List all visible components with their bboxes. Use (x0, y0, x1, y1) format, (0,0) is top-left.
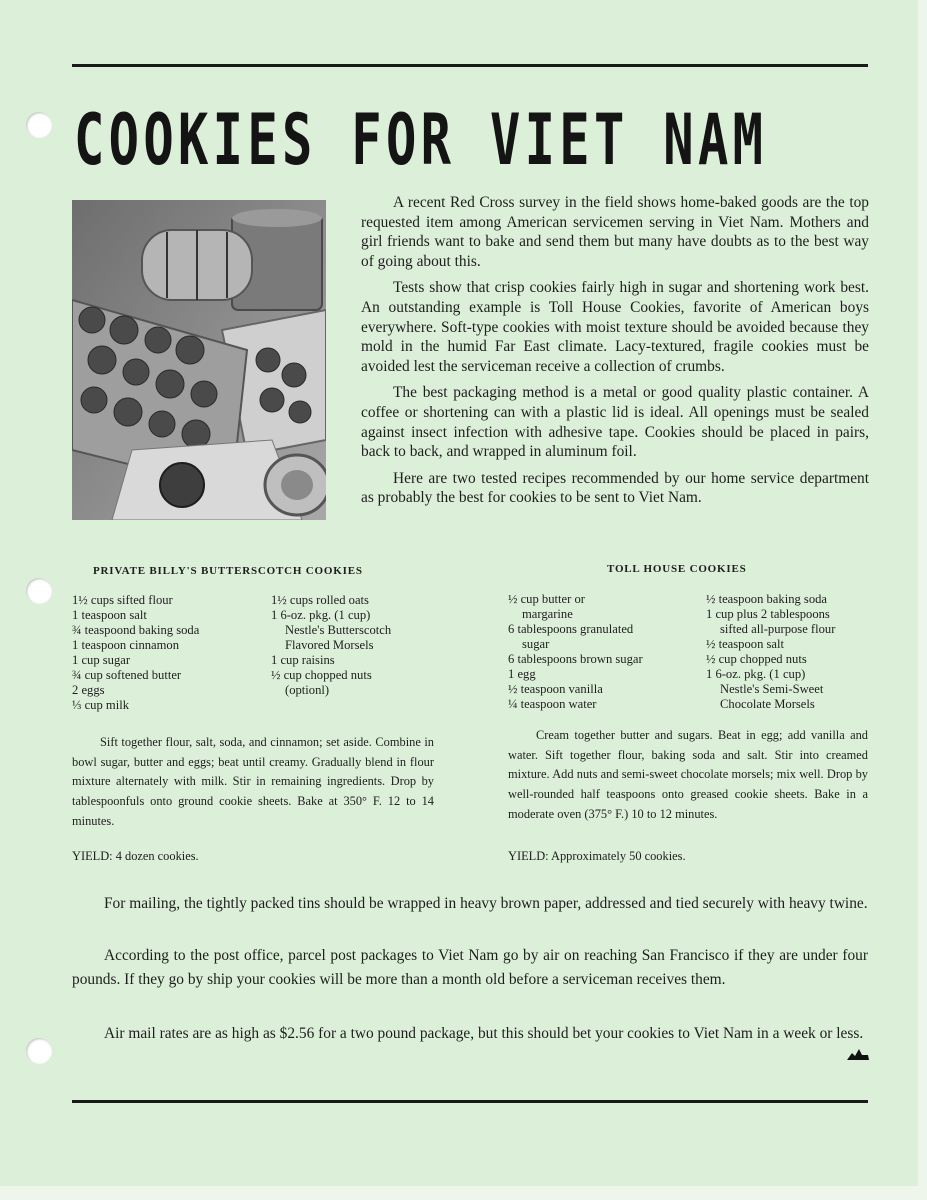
intro-paragraph: Tests show that crisp cookies fairly high in sugar and shortening work best. An outstanding example is Toll House Cookies, favorite of American boys everywhere. Soft-type cookies with moist texture should be avoided because they mold in the humid Far East climate. Lacy-textured, fragile cookies must be avoided lest the serviceman receive a collection of crumbs. (361, 279, 869, 375)
recipe2-ingredients-right (706, 592, 835, 712)
ingredient: Flavored Morsels (285, 638, 374, 652)
recipe1-ingredients-right (271, 593, 391, 698)
ingredient: 1 teaspoon salt (72, 608, 147, 622)
recipe1-yield: YIELD: 4 dozen cookies. (72, 849, 199, 863)
recipe1-ingredients-left (72, 593, 199, 713)
ingredient: 1 cup plus 2 tablespoons (706, 607, 830, 621)
ingredient: (optionl) (285, 683, 330, 697)
closing-paragraph: According to the post office, parcel post packages to Viet Nam go by air on reaching San Francisco if they are under four pounds. If they go by ship your cookies will be more than a month old before a serviceman receives them. (72, 947, 868, 988)
ingredient: ½ teaspoon vanilla (508, 682, 603, 696)
recipe2-yield: YIELD: Approximately 50 cookies. (508, 849, 686, 863)
intro-paragraph: The best packaging method is a metal or good quality plastic container. A coffee or shortening can with a plastic lid is ideal. All openings must be sealed against insect infection with adhesive tape. Cookies should be placed in pairs, back to back, and wrapped in aluminum foil. (361, 384, 869, 461)
recipe2-method: Cream together butter and sugars. Beat in egg; add vanilla and water. Sift together flour, baking soda and salt. Stir into creamed mixture. Add nuts and semi-sweet chocolate morsels; mix well. Drop by well-rounded half teaspoons onto greased cookie sheets. Bake in a moderate oven (375° F.) 10 to 12 minutes. (508, 728, 868, 821)
ingredient: margarine (522, 607, 573, 621)
ingredient: ¾ teaspoond baking soda (72, 623, 200, 637)
ingredient: 1 6-oz. pkg. (1 cup) (706, 667, 806, 681)
ingredient: 1 teaspoon cinnamon (72, 638, 180, 652)
ingredient: 6 tablespoons granulated (508, 622, 634, 636)
intro-text (361, 193, 869, 515)
ingredient: ⅓ cup milk (72, 698, 130, 712)
page-edge-right (918, 0, 927, 1200)
top-rule (72, 64, 868, 67)
cookies-photo (72, 200, 326, 520)
ingredient: 1 egg (508, 667, 536, 681)
ingredient: 1 6-oz. pkg. (1 cup) (271, 608, 371, 622)
ingredient: 2 eggs (72, 683, 105, 697)
ingredient: ½ teaspoon salt (706, 637, 784, 651)
page-title: COOKIES FOR VIET NAM (74, 99, 768, 181)
punch-hole-bottom (26, 1038, 52, 1064)
recipe2-title: TOLL HOUSE COOKIES (607, 563, 747, 575)
recipe1-method: Sift together flour, salt, soda, and cinnamon; set aside. Combine in bowl sugar, butter and eggs; beat until creamy. Gradually blend in flour mixture alternately with milk. Stir in remaining ingredients. Drop by tablespoonfuls onto ground cookie sheets. Bake at 350° F. 12 to 14 minutes. (72, 735, 434, 828)
ingredient: sugar (522, 637, 550, 651)
ingredient: ½ cup butter or (508, 592, 585, 606)
ingredient: Chocolate Morsels (720, 697, 815, 711)
ingredient: 1½ cups sifted flour (72, 593, 173, 607)
punch-hole-middle (26, 578, 52, 604)
punch-hole-top (26, 112, 52, 138)
bottom-rule (72, 1100, 868, 1103)
ingredient: ¼ teaspoon water (508, 697, 597, 711)
ingredient: ½ cup chopped nuts (271, 668, 372, 682)
end-mark-icon (846, 1048, 870, 1062)
recipe1-title: PRIVATE BILLY'S BUTTERSCOTCH COOKIES (93, 565, 363, 577)
ingredient: ½ teaspoon baking soda (706, 592, 828, 606)
ingredient: sifted all-purpose flour (720, 622, 836, 636)
ingredient: 1 cup sugar (72, 653, 131, 667)
intro-paragraph: Here are two tested recipes recommended by our home service department as probably the best for cookies to be sent to Viet Nam. (361, 469, 869, 507)
recipe2-ingredients-left (508, 592, 643, 712)
ingredient: 1 cup raisins (271, 653, 335, 667)
page-edge-bottom (0, 1186, 927, 1200)
closing-paragraph: Air mail rates are as high as $2.56 for a two pound package, but this should bet your cookies to Viet Nam in a week or less. (104, 1025, 864, 1042)
ingredient: ½ cup chopped nuts (706, 652, 807, 666)
ingredient: Nestle's Semi-Sweet (720, 682, 824, 696)
closing-paragraph: For mailing, the tightly packed tins should be wrapped in heavy brown paper, addressed and tied securely with heavy twine. (104, 895, 868, 912)
ingredient: Nestle's Butterscotch (285, 623, 392, 637)
ingredient: 1½ cups rolled oats (271, 593, 369, 607)
cookies-photo-illustration (72, 200, 326, 520)
intro-paragraph: A recent Red Cross survey in the field shows home-baked goods are the top requested item among American servicemen serving in Viet Nam. Mothers and girl friends want to bake and send them but many have doubts as to the best way of going about this. (361, 194, 869, 270)
ingredient: 6 tablespoons brown sugar (508, 652, 643, 666)
ingredient: ¾ cup softened butter (72, 668, 182, 682)
